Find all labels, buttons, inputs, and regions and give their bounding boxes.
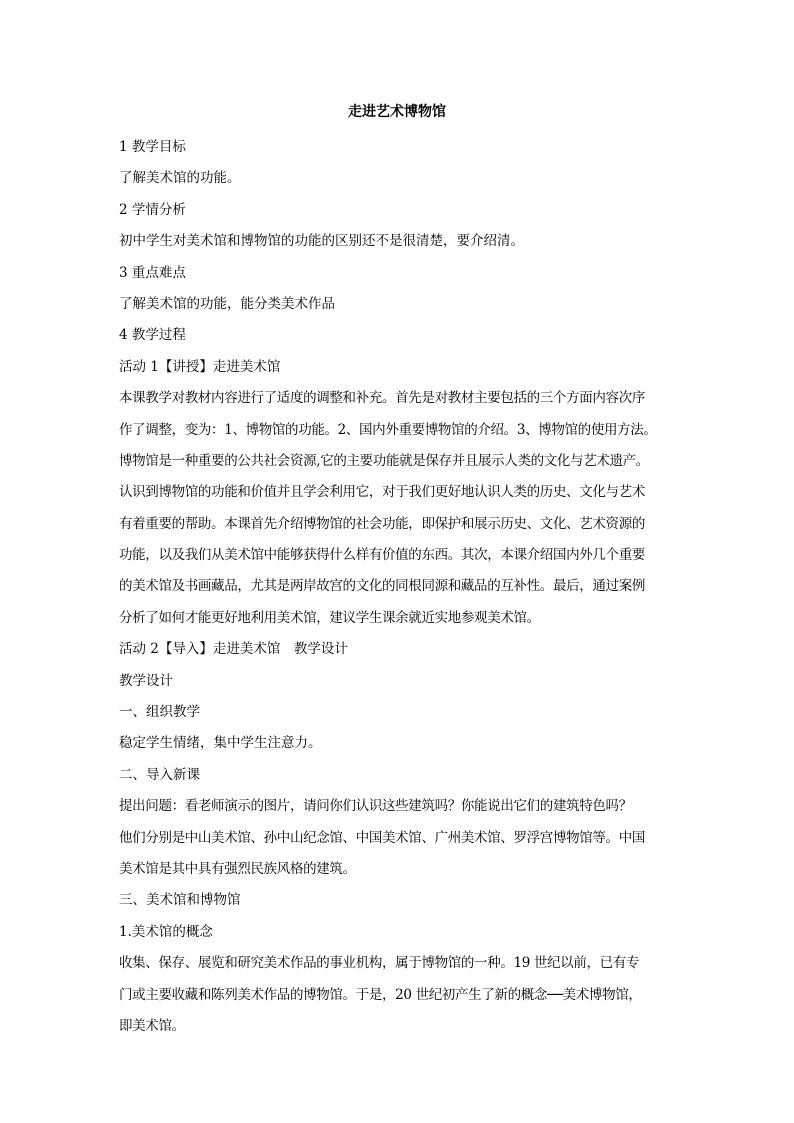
paragraph-intro [119,791,685,885]
heading-activity-2: 活动 2【导入】走进美术馆 教学设计 [119,641,348,658]
text-line: 提出问题：看老师演示的图片，请问你们认识这些建筑吗？你能说出它们的建筑特色吗？ [119,798,632,815]
heading-teaching-design: 教学设计 [119,672,173,689]
text-line: 了解美术馆的功能。 [119,170,241,187]
text-line: 即美术馆。 [119,1017,185,1034]
text-line: 了解美术馆的功能，能分类美术作品 [119,295,335,312]
text-line: 功能，以及我们从美术馆中能够获得什么样有价值的东西。其次，本课介绍国内外几个重要 [119,547,645,564]
heading-section-3: 三、美术馆和博物馆 [119,892,241,909]
text-line: 有着重要的帮助。本课首先介绍博物馆的社会功能，即保护和展示历史、文化、艺术资源的 [119,515,645,532]
heading-section-1: 一、组织教学 [119,704,200,721]
text-line: 稳定学生情绪，集中学生注意力。 [119,735,322,752]
text-line: 初中学生对美术馆和博物馆的功能的区别还不是很清楚，要介绍清。 [119,233,524,250]
heading-student-analysis: 2 学情分析 [119,201,186,218]
paragraph-activity-1 [119,383,685,634]
heading-activity-1: 活动 1【讲授】走进美术馆 [119,358,281,375]
text-line: 门或主要收藏和陈列美术作品的博物馆。于是，20 世纪初产生了新的概念──美术博物馆， [119,986,642,1003]
text-line: 作了调整，变为：1、博物馆的功能。2、国内外重要博物馆的介绍。3、博物馆的使用方法。 [119,421,657,438]
text-line: 本课教学对教材内容进行了适度的调整和补充。首先是对教材主要包括的三个方面内容次序 [119,390,645,407]
document-title: 走进艺术博物馆 [348,104,446,120]
text-line: 美术馆是其中具有强烈民族风格的建筑。 [119,860,356,877]
heading-teaching-process: 4 教学过程 [119,327,186,344]
paragraph-concept [119,948,685,1042]
text-line: 收集、保存、展览和研究美术作品的事业机构，属于博物馆的一种。19 世纪以前，已有专 [119,955,640,972]
document-body [119,132,685,1042]
heading-section-2: 二、导入新课 [119,766,200,783]
heading-concept: 1.美术馆的概念 [119,923,213,940]
text-line: 认识到博物馆的功能和价值并且学会利用它，对于我们更好地认识人类的历史、文化与艺术 [119,484,645,501]
text-line: 的美术馆及书画藏品，尤其是两岸故宫的文化的同根同源和藏品的互补性。最后，通过案例 [119,578,645,595]
heading-teaching-goal: 1 教学目标 [119,139,186,155]
heading-key-points: 3 重点难点 [119,264,186,281]
text-line: 分析了如何才能更好地利用美术馆，建议学生课余就近实地参观美术馆。 [119,609,540,626]
text-line: 博物馆是一种重要的公共社会资源,它的主要功能就是保存并且展示人类的文化与艺术遗产。 [119,452,649,469]
text-line: 他们分别是中山美术馆、孙中山纪念馆、中国美术馆、广州美术馆、罗浮宫博物馆等。中国 [119,829,645,846]
